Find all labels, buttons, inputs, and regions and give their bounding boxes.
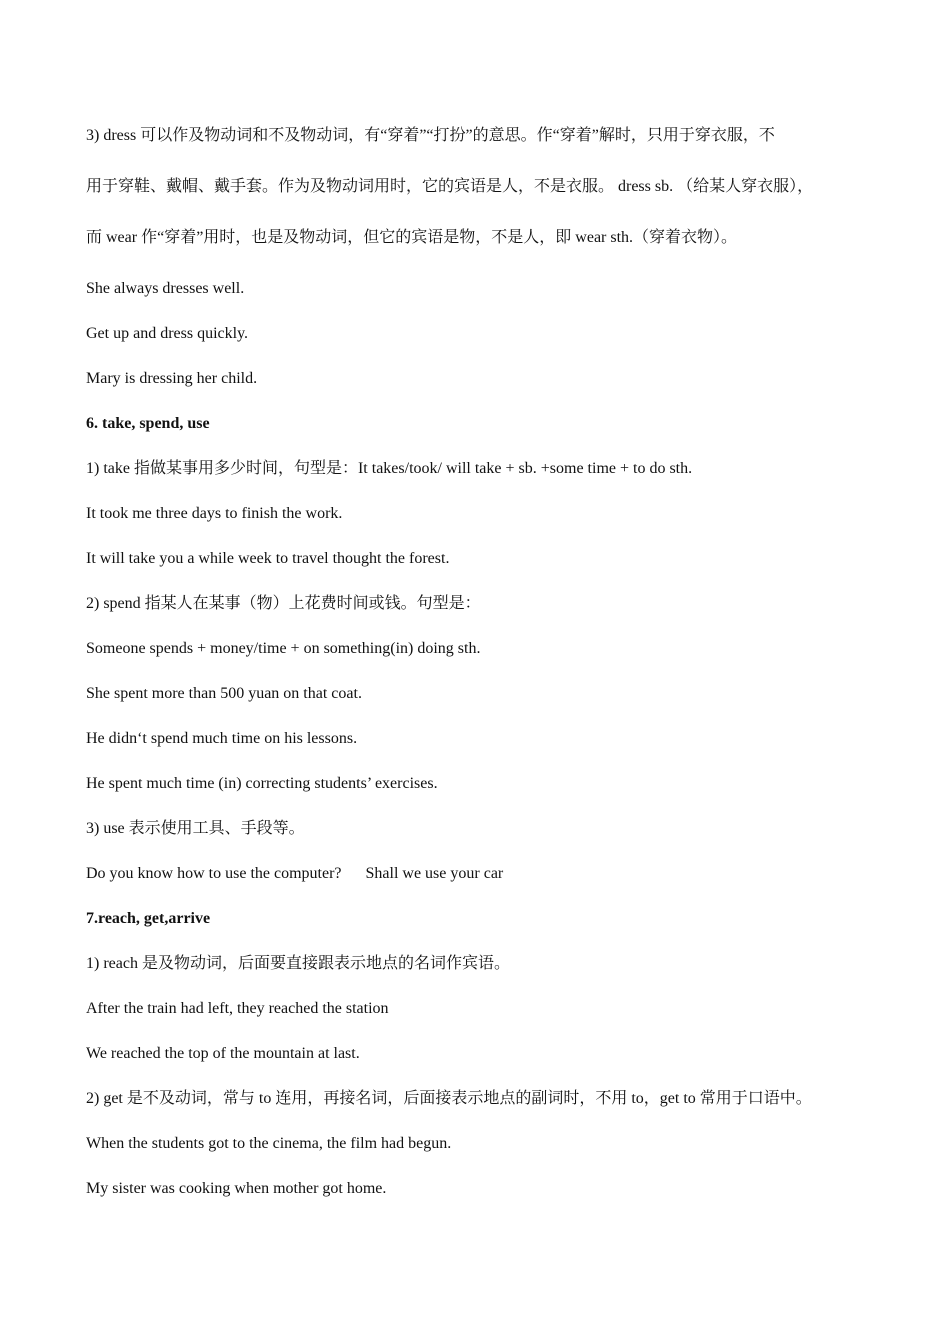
paragraph-line: 用于穿鞋、戴帽、戴手套。作为及物动词用时，它的宾语是人，不是衣服。 dress sb. （给某人穿衣服）， xyxy=(86,178,814,195)
text-line: He spent much time (in) correcting students’ exercises. xyxy=(86,775,438,792)
text-line: She always dresses well. xyxy=(86,280,245,297)
section-heading: 6. take, spend, use xyxy=(86,415,210,432)
text-line: After the train had left, they reached the station xyxy=(86,1000,389,1017)
paragraph-line: 3) dress 可以作及物动词和不及物动词，有“穿着”“打扮”的意思。作“穿着”解时，只用于穿衣服，不 xyxy=(86,127,775,144)
text-line: 3) use 表示使用工具、手段等。 xyxy=(86,820,305,837)
text-line: It took me three days to finish the work. xyxy=(86,505,343,522)
text-line: It will take you a while week to travel thought the forest. xyxy=(86,550,450,567)
text-line: He didn‘t spend much time on his lessons. xyxy=(86,730,358,747)
document-page xyxy=(86,110,866,1211)
section-heading: 7.reach, get,arrive xyxy=(86,910,211,927)
text-line: When the students got to the cinema, the film had begun. xyxy=(86,1135,452,1152)
text-line: We reached the top of the mountain at last. xyxy=(86,1045,360,1062)
text-line: Get up and dress quickly. xyxy=(86,325,249,342)
paragraph-line: 而 wear 作“穿着”用时，也是及物动词，但它的宾语是物，不是人，即 wear sth.（穿着衣物）。 xyxy=(86,229,738,246)
text-line: My sister was cooking when mother got home. xyxy=(86,1180,387,1197)
text-line: 2) spend 指某人在某事（物）上花费时间或钱。句型是： xyxy=(86,595,481,612)
text-line: 1) reach 是及物动词，后面要直接跟表示地点的名词作宾语。 xyxy=(86,955,510,972)
text-line: She spent more than 500 yuan on that coat. xyxy=(86,685,362,702)
document-lines xyxy=(86,266,866,1211)
dress-explanation-paragraph xyxy=(86,110,866,263)
text-line: 1) take 指做某事用多少时间，句型是：It takes/took/ will take + sb. +some time + to do sth. xyxy=(86,460,693,477)
text-line: 2) get 是不及动词，常与 to 连用，再接名词，后面接表示地点的副词时，不用 to，get to 常用于口语中。 xyxy=(86,1090,812,1107)
text-line: Someone spends + money/time + on something(in) doing sth. xyxy=(86,640,481,657)
text-line: Mary is dressing her child. xyxy=(86,370,258,387)
text-line: Do you know how to use the computer? Shall we use your car xyxy=(86,865,504,882)
